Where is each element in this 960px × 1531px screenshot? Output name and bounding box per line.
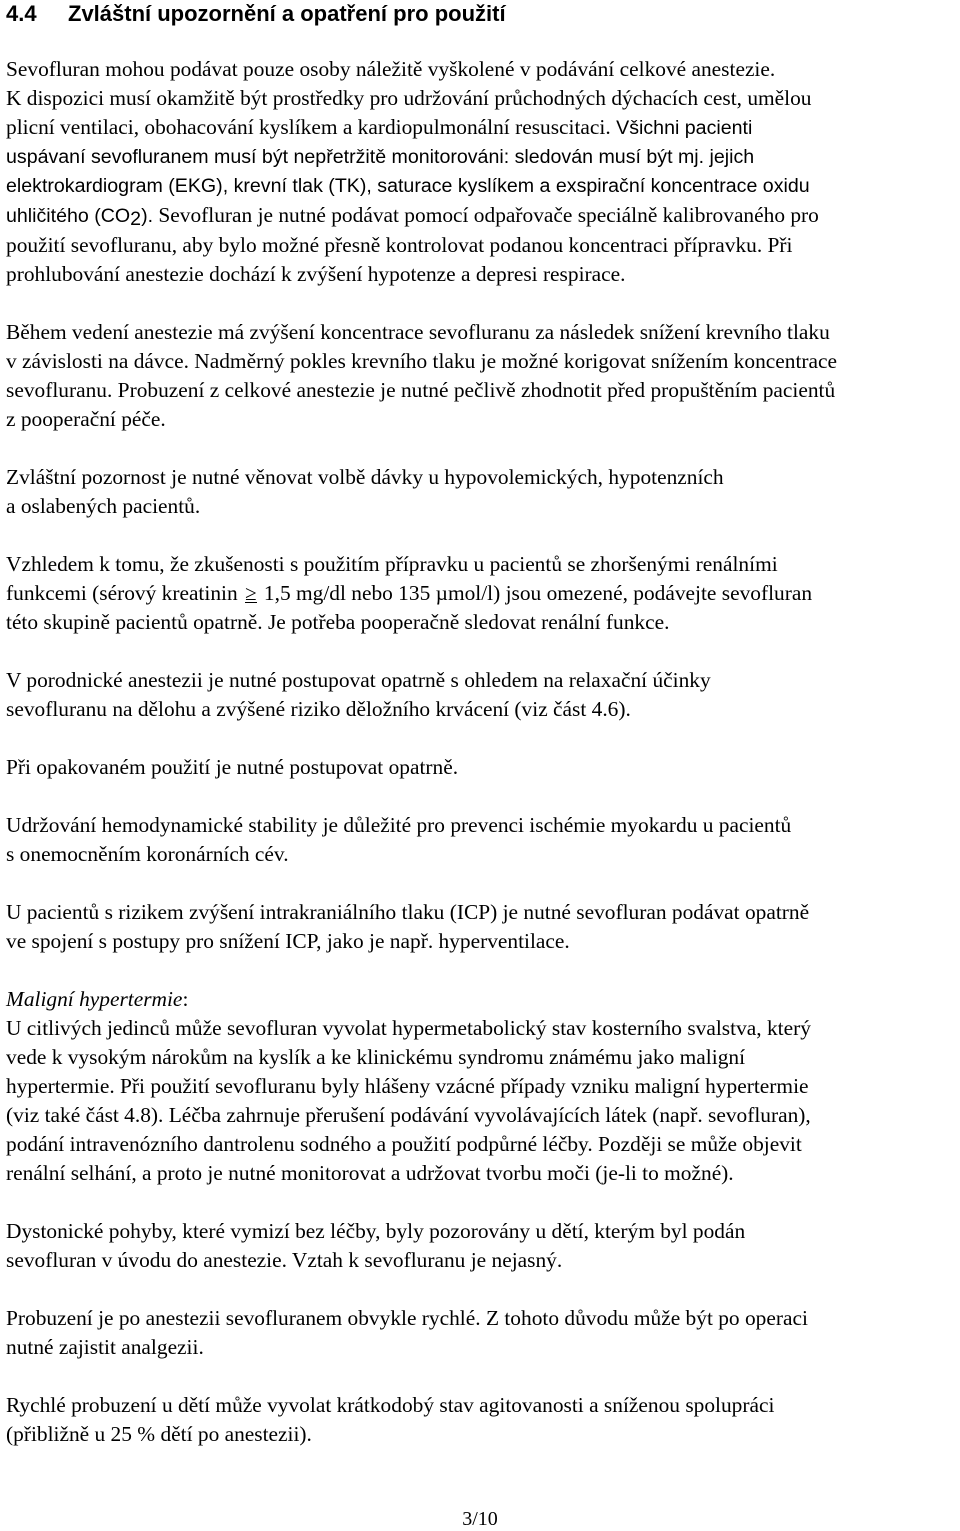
text-span: plicní ventilaci, obohacování kyslíkem a kardiopulmonální resuscitaci. [6,115,611,139]
text-line: hypertermie. Při použití sevofluranu byly hlášeny vzácné případy vzniku maligní hypertermie [6,1074,809,1098]
greater-equal-symbol: ≥ [245,581,257,605]
paragraph-general-warning [6,55,956,289]
text-line: ve spojení s postupy pro snížení ICP, jako je např. hyperventilace. [6,929,570,953]
text-line: Zvláštní pozornost je nutné věnovat volbě dávky u hypovolemických, hypotenzních [6,465,724,489]
text-line: nutné zajistit analgezii. [6,1335,204,1359]
text-line: elektrokardiogram (EKG), krevní tlak (TK), saturace kyslíkem a exspirační koncentrace oxidu [6,175,810,197]
section-title: Zvláštní upozornění a opatření pro použití [68,1,506,26]
text-line: U citlivých jedinců může sevofluran vyvolat hypermetabolický stav kosterního svalstva, který [6,1016,811,1040]
text-span: Sevofluran je nutné podávat pomocí odpařovače speciálně kalibrovaného pro [153,203,819,227]
text-span: Všichni pacienti [610,117,753,139]
text-line: uspávaní sevofluranem musí být nepřetržitě monitorováni: sledován musí být mj. jejich [6,146,755,168]
paragraph-repeated-use [6,753,956,782]
subheading: Maligní hypertermie [6,987,183,1011]
text-line: vede k vysokým nárokům na kyslík a ke klinickému syndromu známému jako maligní [6,1045,746,1069]
paragraph-awakening [6,1304,956,1362]
subscript: 2 [130,208,142,230]
text-line: Sevofluran mohou podávat pouze osoby náležitě vyškolené v podávání celkové anestezie. [6,57,776,81]
text-line: použití sevofluranu, aby bylo možné přesně kontrolovat podanou koncentraci přípravku. Při [6,233,793,257]
text-line: Probuzení je po anestezii sevofluranem obvykle rychlé. Z tohoto důvodu může být po operaci [6,1306,808,1330]
text-line: K dispozici musí okamžitě být prostředky pro udržování průchodných dýchacích cest, umělou [6,86,812,110]
paragraph-blood-pressure [6,318,956,434]
text-line: Vzhledem k tomu, že zkušenosti s použitím přípravku u pacientů se zhoršenými renálními [6,552,778,576]
page-number: 3/10 [462,1508,498,1530]
text-line: v závislosti na dávce. Nadměrný pokles krevního tlaku je možné korigovat snížením koncentrace [6,349,837,373]
text-line: U pacientů s rizikem zvýšení intrakraniálního tlaku (ICP) je nutné sevofluran podávat opatrně [6,900,810,924]
text-line: sevofluranu na dělohu a zvýšené riziko děložního krvácení (viz část 4.6). [6,697,631,721]
text-line: V porodnické anestezii je nutné postupovat opatrně s ohledem na relaxační účinky [6,668,711,692]
paragraph-icp [6,898,956,956]
text-line: této skupině pacientů opatrně. Je potřeba pooperačně sledovat renální funkce. [6,610,670,634]
section-number: 4.4 [6,1,37,26]
text-line: sevofluran v úvodu do anestezie. Vztah k sevofluranu je nejasný. [6,1248,563,1272]
text-line: z pooperační péče. [6,407,166,431]
text-line: s onemocněním koronárních cév. [6,842,289,866]
paragraph-agitation [6,1391,956,1449]
text-line: sevofluranu. Probuzení z celkové anestezie je nutné pečlivě zhodnotit před propuštěním pacientů [6,378,836,402]
text-span: 1,5 mg/dl nebo 135 µmol/l) jsou omezené, podávejte sevofluran [263,581,813,605]
text-line: Při opakovaném použití je nutné postupovat opatrně. [6,755,459,779]
text-line [6,579,956,608]
text-line: podání intravenózního dantrolenu sodného a použití podpůrné léčby. Později se může objevit [6,1132,802,1156]
text-line: a oslabených pacientů. [6,494,201,518]
text-span: ). [141,205,154,227]
paragraph-hemodynamic [6,811,956,869]
paragraph-renal-function [6,550,956,637]
document-page [6,0,956,1449]
text-line: Dystonické pohyby, které vymizí bez léčby, byly pozorovány u dětí, kterým byl podán [6,1219,746,1243]
text-line: Během vedení anestezie má zvýšení koncentrace sevofluranu za následek snížení krevního tlaku [6,320,830,344]
text-line [6,113,956,143]
text-line [6,201,956,231]
text-span: uhličitého (CO [6,205,131,227]
paragraph-dose-selection [6,463,956,521]
paragraph-malignant-hyperthermia [6,985,956,1188]
paragraph-dystonic [6,1217,956,1275]
text-line: prohlubování anestezie dochází k zvýšení hypotenze a depresi respirace. [6,262,626,286]
text-line: Udržování hemodynamické stability je důležité pro prevenci ischémie myokardu u pacientů [6,813,792,837]
text-line: (přibližně u 25 % dětí po anestezii). [6,1422,312,1446]
section-heading [6,0,956,28]
text-span: : [182,987,189,1011]
text-line: Rychlé probuzení u dětí může vyvolat krátkodobý stav agitovanosti a sníženou spolupráci [6,1393,775,1417]
paragraph-obstetric [6,666,956,724]
text-line: (viz také část 4.8). Léčba zahrnuje přerušení podávání vyvolávajících látek (např. sevofluran), [6,1103,811,1127]
subheading-line [6,985,956,1014]
text-line: renální selhání, a proto je nutné monitorovat a udržovat tvorbu moči (je-li to možné). [6,1161,734,1185]
text-span: funkcemi (sérový kreatinin [6,581,238,605]
